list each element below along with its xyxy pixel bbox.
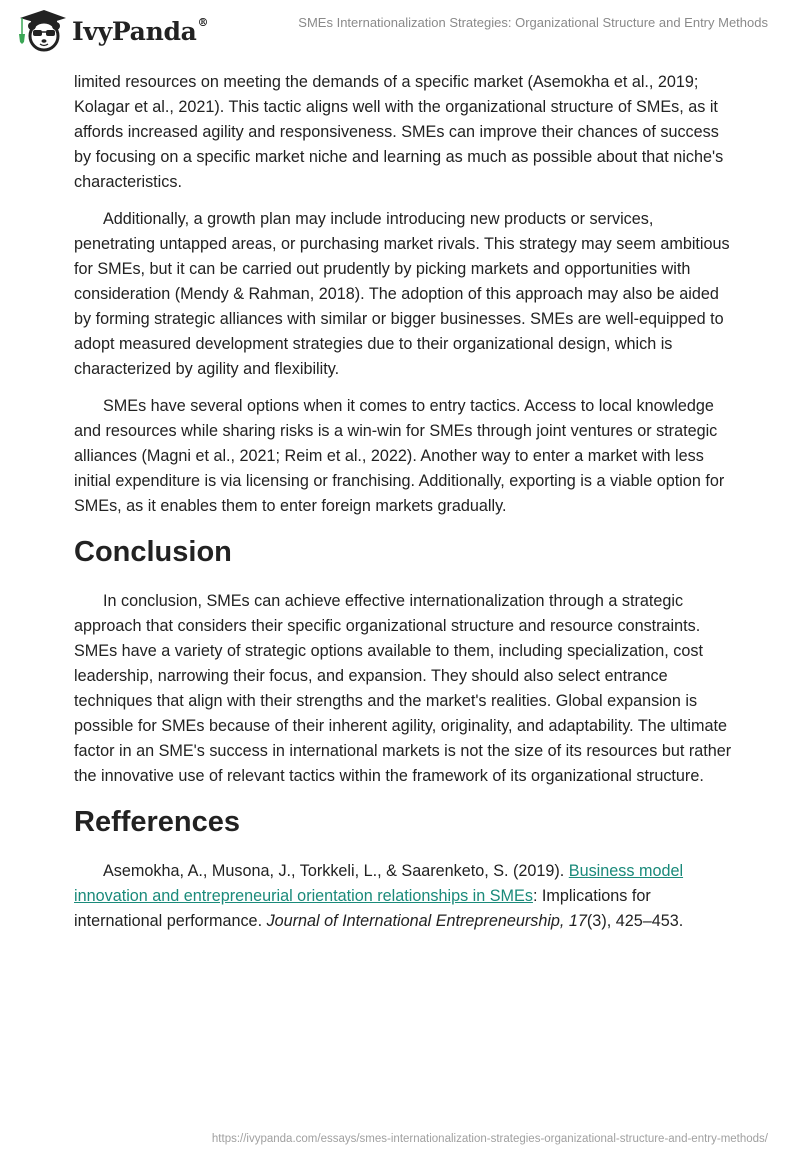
paragraph-continued: limited resources on meeting the demands of a specific market (Asemokha et al., 2019; Kolagar et al., 2021). This tactic aligns well with the organizational structure of SMEs, as it affords increased agility and responsiveness. SMEs can improve their chances of success by focusing on a specific market niche and learning as much as possible about that niche's characteristics.	[74, 73, 724, 191]
conclusion-paragraph: In conclusion, SMEs can achieve effective internationalization through a strategic approach that considers their specific organizational structure and resource constraints. SMEs have a variety of strategic options available to them, including specialization, cost leadership, narrowing their focus, and expansion. They should also select entrance techniques that align with their strengths and the market's realities. Global expansion is possible for SMEs because of their inherent agility, originality, and adaptability. The ultimate factor in an SME's success in international markets is not the size of its resources but rather the innovative use of relevant tactics within the framework of its organizational structure.	[74, 592, 732, 785]
references-heading: Refferences	[74, 806, 241, 838]
registered-mark: ®	[197, 16, 209, 30]
reference-title-link[interactable]: Business model innovation and entrepreneurial orientation relationships in SMEs	[74, 862, 684, 905]
footer-url: https://ivypanda.com/essays/smes-internationalization-strategies-organizational-structure-and-entry-methods/	[211, 1133, 768, 1145]
reference-authors: Asemokha, A., Musona, J., Torkkeli, L., & Saarenketo, S. (2019).	[103, 862, 569, 880]
paragraph-entry-tactics: SMEs have several options when it comes to entry tactics. Access to local knowledge and resources while sharing risks is a win-win for SMEs through joint ventures or strategic alliances (Magni et al., 2021; Reim et al., 2022). Another way to enter a market with less initial expenditure is via licensing or franchising. Additionally, exporting is a viable option for SMEs, as it enables them to enter foreign markets gradually.	[74, 397, 725, 515]
logo-text: IvyPanda®	[72, 16, 209, 46]
reference-entry	[74, 859, 734, 934]
reference-subtitle: : Implications for international performance.	[74, 887, 651, 930]
panda-graduate-icon	[16, 8, 68, 52]
paragraph-growth-plan: Additionally, a growth plan may include introducing new products or services, penetrating untapped areas, or purchasing market rivals. This strategy may seem ambitious for SMEs, but it can be carried out prudently by picking markets and opportunities with consideration (Mendy & Rahman, 2018). The adoption of this approach may also be aided by forming strategic alliances with similar or bigger businesses. SMEs are well-equipped to adopt measured development strategies due to their organizational design, which is characterized by agility and flexibility.	[74, 210, 730, 378]
reference-issue-pages: (3), 425–453.	[586, 912, 684, 930]
reference-journal: Journal of International Entrepreneurship, 17	[266, 912, 587, 930]
conclusion-heading: Conclusion	[74, 536, 232, 568]
page-header	[0, 0, 800, 60]
ivypanda-logo[interactable]	[16, 8, 208, 52]
document-title: SMEs Internationalization Strategies: Organizational Structure and Entry Methods	[298, 15, 768, 30]
essay-body	[74, 70, 734, 946]
